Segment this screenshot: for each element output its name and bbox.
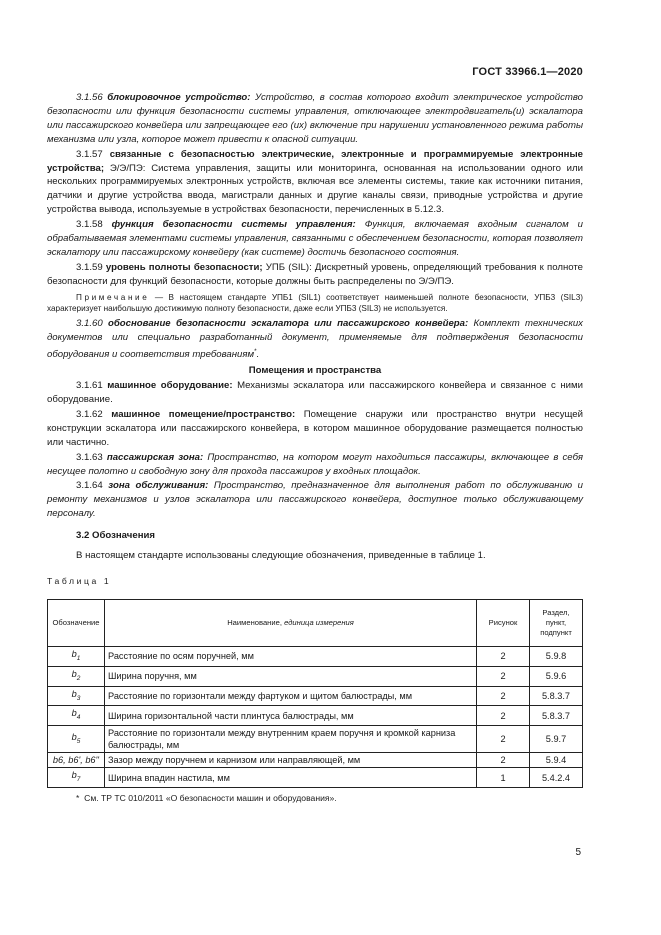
table-cell-symbol: $b_5$ xyxy=(48,726,105,753)
definition-3-1-62: 3.1.62 машинное помещение/пространство: Помещение снаружи или пространство внутри несущей конструкции эскалатора или пассажирского конвейера, в котором машинное оборудование размещается полностью или частично. xyxy=(47,408,583,448)
symbols-table xyxy=(47,599,583,788)
table-cell-figure: 2 xyxy=(477,666,530,686)
table-cell-name: Расстояние по горизонтали между фартуком и щитом балюстрады, мм xyxy=(105,686,477,706)
table-row xyxy=(48,666,583,686)
table-cell-name: Зазор между поручнем и карнизом или направляющей, мм xyxy=(105,753,477,768)
definition-3-1-64: 3.1.64 зона обслуживания: Пространство, предназначенное для выполнения работ по обслуживанию и ремонту механизмов и узлов эскалатора или пассажирского конвейера, доступное только обслуживающему персоналу. xyxy=(47,480,583,520)
section-3-2-title: 3.2 Обозначения xyxy=(76,530,155,542)
table-cell-name: Расстояние по горизонтали между внутренним краем поручня и кромкой карниза балюстрады, мм xyxy=(105,726,477,753)
table-cell-figure: 1 xyxy=(477,768,530,788)
col-header-name: Наименование, единица измерения xyxy=(105,599,477,646)
table-cell-section: 5.4.2.4 xyxy=(530,768,583,788)
table-cell-section: 5.9.8 xyxy=(530,646,583,666)
page-number: 5 xyxy=(575,847,581,858)
standard-header: ГОСТ 33966.1—2020 xyxy=(472,66,583,78)
section-heading: Помещения и пространства xyxy=(248,365,382,377)
col-header-symbol: Обозначение xyxy=(48,599,105,646)
table-cell-figure: 2 xyxy=(477,726,530,753)
table-row xyxy=(48,726,583,753)
col-header-figure: Рисунок xyxy=(477,599,530,646)
table-cell-symbol: $b_1$ xyxy=(48,646,105,666)
table-header-row xyxy=(48,599,583,646)
table-cell-name: Расстояние по осям поручней, мм xyxy=(105,646,477,666)
table-cell-name: Ширина поручня, мм xyxy=(105,666,477,686)
table-cell-figure: 2 xyxy=(477,706,530,726)
table-row xyxy=(48,646,583,666)
table-cell-section: 5.8.3.7 xyxy=(530,706,583,726)
definition-3-1-57: 3.1.57 связанные с безопасностью электрические, электронные и программируемые электронные устройства; Э/Э/ПЭ: Система управления, защиты или мониторинга, основанная на использовании одного или нескольких программируемых электронных устройств, включая все элементы системы, такие как источники питания, датчики и другие устройства ввода, магистрали данных и другие каналы связи, приводные устройства и другие устройства вывода, используемые в устройствах безопасности, перечисленных в 5.12.3. xyxy=(47,148,583,216)
col-header-section: Раздел, пункт, подпункт xyxy=(530,599,583,646)
table-cell-section: 5.9.6 xyxy=(530,666,583,686)
table-row xyxy=(48,706,583,726)
definition-3-1-60: 3.1.60 обоснование безопасности эскалатора или пассажирского конвейера: Комплект технических документов или специально разработанный документ, применяемые для подтверждения безопасности оборудования и соответствия требованиям*. xyxy=(47,318,583,361)
definition-3-1-63: 3.1.63 пассажирская зона: Пространство, на котором могут находиться пассажиры, включающее в себя несущее полотно и свободную зону для прохода пассажиров у входных площадок. xyxy=(47,451,583,477)
table-cell-figure: 2 xyxy=(477,753,530,768)
footnote-mark: * xyxy=(254,348,257,356)
table-cell-figure: 2 xyxy=(477,646,530,666)
table-cell-section: 5.8.3.7 xyxy=(530,686,583,706)
table-cell-symbol: $b_7$ xyxy=(48,768,105,788)
table-row xyxy=(48,753,583,768)
document-body xyxy=(47,91,583,806)
table-cell-symbol: $b_2$ xyxy=(48,666,105,686)
definition-3-1-61: 3.1.61 машинное оборудование: Механизмы эскалатора или пассажирского конвейера и связанное с ними оборудование. xyxy=(47,380,583,405)
table-cell-section: 5.9.4 xyxy=(530,753,583,768)
table-row xyxy=(48,768,583,788)
footnote: * См. ТР ТС 010/2011 «О безопасности машин и оборудования». xyxy=(76,793,337,804)
table-cell-symbol: $b_3$ xyxy=(48,686,105,706)
definition-3-1-56: 3.1.56 блокировочное устройство: Устройство, в состав которого входит электрическое устройство безопасности или функция безопасности системы управления, отключающее электродвигатель(и) эскалатора или пассажирского конвейера или запрещающее его (их) включение при нарушении установленного режима работы механизма или узла, которое может привести к опасной ситуации. xyxy=(47,92,583,145)
table-cell-figure: 2 xyxy=(477,686,530,706)
table-cell-symbol: b6, b6', b6'' xyxy=(48,753,105,768)
section-3-2-intro: В настоящем стандарте использованы следующие обозначения, приведенные в таблице 1. xyxy=(76,550,486,562)
definition-3-1-59: 3.1.59 уровень полноты безопасности; УПБ (SIL): Дискретный уровень, определяющий требования к полноте безопасности для функций безопасности, которые должны быть распределены по Э/Э/ПЭ. xyxy=(47,261,584,287)
table-cell-section: 5.9.7 xyxy=(530,726,583,753)
table-label: Таблица 1 xyxy=(47,575,112,586)
table-cell-name: Ширина впадин настила, мм xyxy=(105,768,477,788)
table-cell-symbol: $b_4$ xyxy=(48,706,105,726)
definition-3-1-58: 3.1.58 функция безопасности системы управления: Функция, включаемая входным сигналом и обрабатываемая элементами системы управления, связанными с обеспечением безопасности, которая позволяет эскалатору или пассажирскому конвейеру (как системе) достичь безопасного состояния. xyxy=(47,219,583,258)
table-row xyxy=(48,686,583,706)
table-cell-name: Ширина горизонтальной части плинтуса балюстрады, мм xyxy=(105,706,477,726)
note-sil: Примечание — В настоящем стандарте УПБ1 (SIL1) соответствует наименьшей полноте безопасности, УПБ3 (SIL3) характеризует наибольшую достижимую полноту безопасности, даже если УПБ3 (SIL3) не используется. xyxy=(47,292,583,314)
